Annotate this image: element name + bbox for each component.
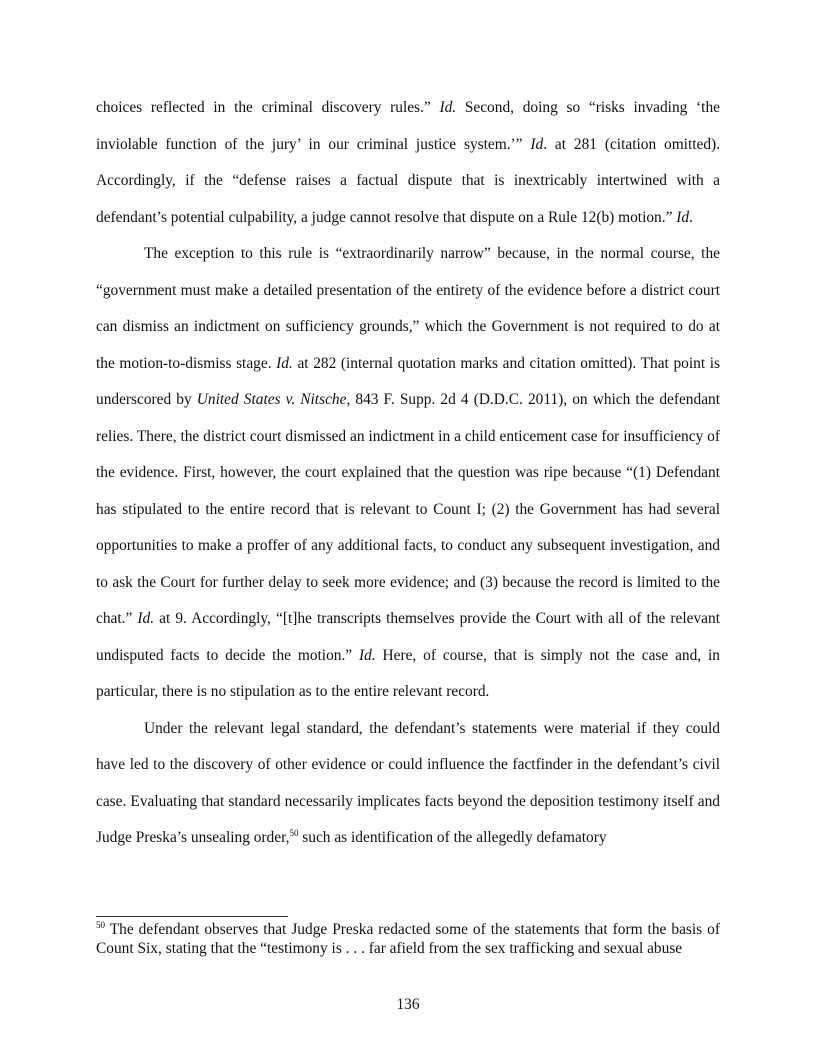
paragraph-3-text-a: Under the relevant legal standard, the defendant’s statements were material if they could have led to the discovery of other evidence or could influence the factfinder in the defendant’s civil case. Evaluating that standard necessarily implicates facts beyond the deposition testimony itself and Judge Preska’s unsealing order, — [96, 719, 720, 846]
paragraph-2-text-g: at 9. Accordingly, “[t]he transcripts themselves provide the Court with all of the relevant undisputed facts to decide the motion.” — [96, 610, 720, 664]
citation-id: Id — [530, 135, 544, 153]
citation-id: Id. — [276, 354, 293, 372]
page-number: 136 — [396, 996, 420, 1013]
case-name-citation: United States v. Nitsche — [196, 391, 347, 408]
paragraph-3-text-b: such as identification of the allegedly defamatory — [298, 829, 607, 846]
citation-id: Id — [676, 208, 690, 226]
paragraph-2-text-e: , 843 F. Supp. 2d 4 (D.D.C. 2011), on which the defendant relies. There, the district court dismissed an indictment in a child enticement case for insufficiency of the evidence. First, however, the court explained that the question was ripe because “(1) Defendant has stipulated to the entire record that is relevant to Count I; (2) the Government has had several opportunities to make a proffer of any additional facts, to conduct any subsequent investigation, and to ask the Court for further delay to seek more evidence; and (3) because the record is limited to the chat.” — [96, 391, 720, 627]
footnote-reference[interactable]: 50 — [289, 827, 299, 838]
footnote-divider — [96, 916, 288, 917]
citation-id: Id. — [359, 646, 376, 664]
paragraph-1-text-c: Second, doing so “risks invading ‘the inviolable function of the jury’ in our criminal justice system.’” — [96, 99, 720, 153]
document-body — [96, 90, 720, 857]
citation-id: Id. — [439, 99, 457, 116]
paragraph-3 — [96, 711, 720, 857]
paragraph-2-text-c: at 282 (internal quotation marks and citation omitted). That point is underscored by — [96, 354, 720, 408]
paragraph-1-text-g: . — [689, 208, 693, 226]
paragraph-1 — [96, 90, 720, 236]
paragraph-2-text-i: Here, of course, that is simply not the case and, in particular, there is no stipulation as to the entire relevant record. — [96, 646, 720, 700]
paragraph-2-text-a: The exception to this rule is “extraordinarily narrow” because, in the normal course, the “government must make a detailed presentation of the entirety of the evidence before a district court can dismiss an indictment on sufficiency grounds,” which the Government is not required to do at the motion-to-dismiss stage. — [96, 245, 720, 372]
footnote-text: The defendant observes that Judge Preska redacted some of the statements that form the basis of Count Six, stating that the “testimony is . . . far afield from the sex trafficking and sexual abuse — [96, 921, 720, 957]
footnote-50 — [96, 920, 720, 958]
paragraph-1-text-a: choices reflected in the criminal discovery rules.” — [96, 99, 440, 116]
citation-id: Id. — [137, 610, 155, 627]
footnote-number: 50 — [96, 919, 105, 930]
paragraph-2 — [96, 236, 720, 711]
paragraph-1-text-e: . at 281 (citation omitted). Accordingly, if the “defense raises a factual dispute that is inextricably intertwined with a defendant’s potential culpability, a judge cannot resolve that dispute on a Rule 12(b) motion.” — [96, 135, 720, 226]
